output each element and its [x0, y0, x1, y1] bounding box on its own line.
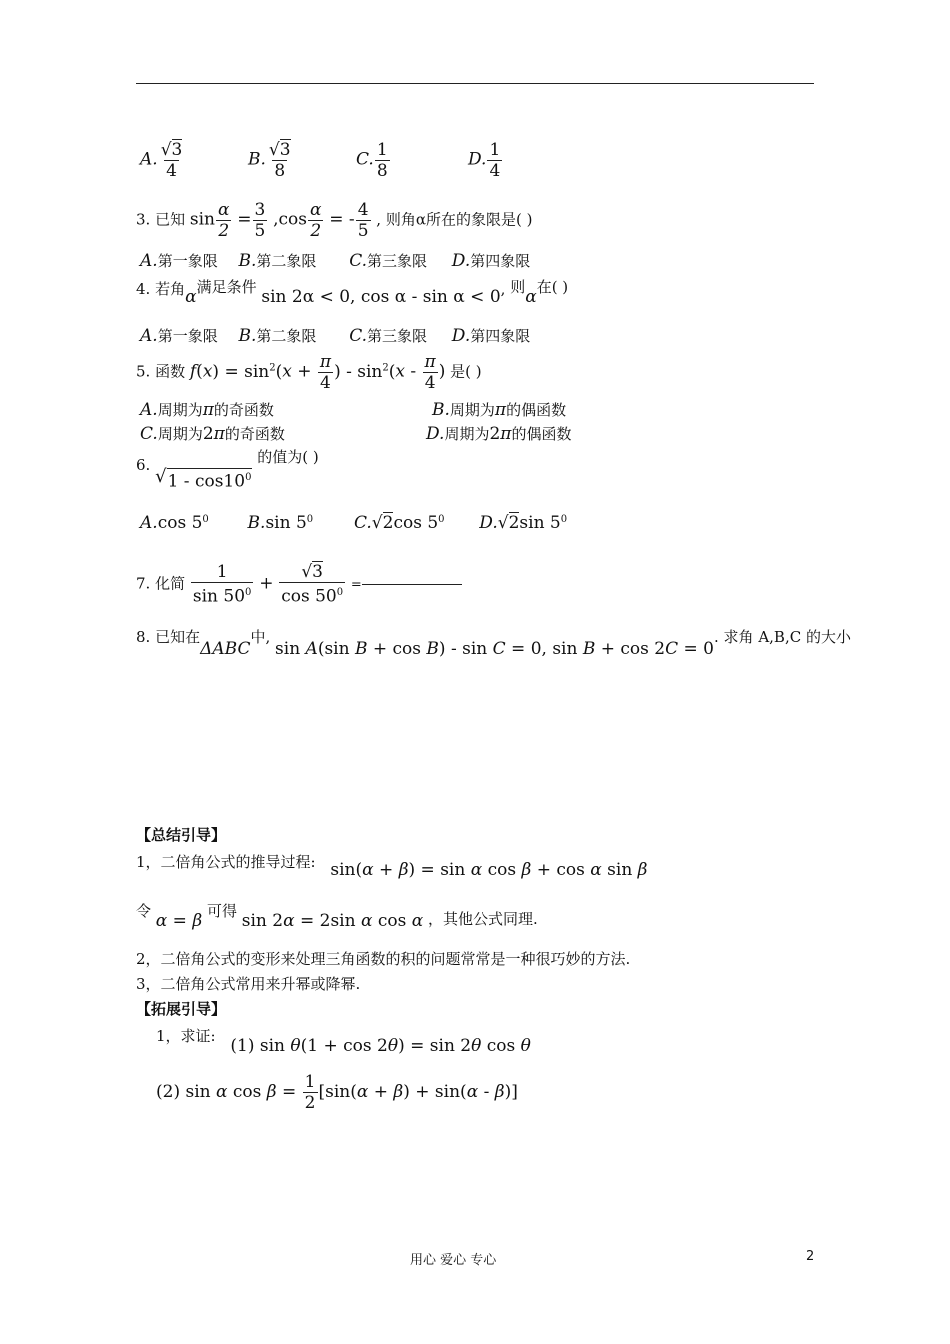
question-7: 7. 化简 $\frac{1}{\sin 50^0}$ + $\frac{√3}{\cos 50^0}$ = [136, 562, 462, 607]
q6-options: A.cos $5^0$ B.sin $5^0$ C.√2cos $5^0$ D.√2sin $5^0$ [140, 513, 568, 533]
summary-item-1-cont: 令 α = β 可得 sin 2α = 2sin α cos α ，其他公式同理. [136, 902, 538, 931]
question-6: 6. √ $1 - \cos 10^0$ 的值为( ) [136, 448, 319, 492]
option-c: C. $\frac{1}{8}$ [356, 140, 388, 181]
q5-option-c: C.周期为2π的奇函数 [140, 424, 285, 444]
q4-options: A.第一象限 B.第二象限 C.第三象限 D.第四象限 [140, 326, 531, 346]
option-a: A. $\frac{√3}{4}$ [140, 140, 183, 181]
q3-options: A.第一象限 B.第二象限 C.第三象限 D.第四象限 [140, 251, 531, 271]
page-number: 2 [806, 1249, 815, 1264]
question-5: 5. 函数 $f(x) = \sin^2(x$ + $\frac{\pi}{4}$ ) - $\sin^2(x$ - $\frac{\pi}{4}$ ) 是( ) [136, 352, 482, 393]
summary-heading: 【总结引导】 [136, 826, 227, 844]
summary-item-1: 1，二倍角公式的推导过程: sin(α + β) = sin α cos β + cos α sin β [136, 853, 648, 880]
q5-option-a: A.周期为π的奇函数 [140, 400, 274, 420]
header-rule [136, 83, 814, 84]
summary-item-3: 3，二倍角公式常用来升幂或降幂. [136, 975, 361, 993]
extension-item-1: 1，求证: (1) sin θ(1 + cos 2θ) = sin 2θ cos θ [156, 1027, 531, 1056]
question-3: 3. 已知 sin $\frac{\alpha}{2}$ = $\frac{3}{5}$ ,cos $\frac{\alpha}{2}$ = - $\frac{4}{5}$ , 则角α所在的象限是( ) [136, 200, 533, 241]
extension-heading: 【拓展引导】 [136, 1000, 227, 1018]
summary-item-2: 2，二倍角公式的变形来处理三角函数的积的问题常常是一种很巧妙的方法. [136, 950, 631, 968]
option-d: D. $\frac{1}{4}$ [468, 140, 501, 181]
q5-option-b: B.周期为π的偶函数 [432, 400, 567, 420]
question-4: 4. 若角α满足条件 sin 2α < 0, cos α - sin α < 0, 则α在( ) [136, 278, 569, 307]
question-8: 8. 已知在ΔABC中, sin A(sin B + cos B) - sin C = 0, sin B + cos 2C = 0. 求角 A,B,C 的大小 [136, 628, 851, 659]
answer-blank [362, 584, 462, 585]
extension-proof-2: (2) sin α cos β = $\frac{1}{2}$ [sin(α + β) + sin(α - β)] [156, 1072, 518, 1113]
q5-option-d: D.周期为2π的偶函数 [426, 424, 572, 444]
footer-slogan: 用心 爱心 专心 [410, 1253, 497, 1268]
option-b: B. $\frac{√3}{8}$ [248, 140, 291, 181]
